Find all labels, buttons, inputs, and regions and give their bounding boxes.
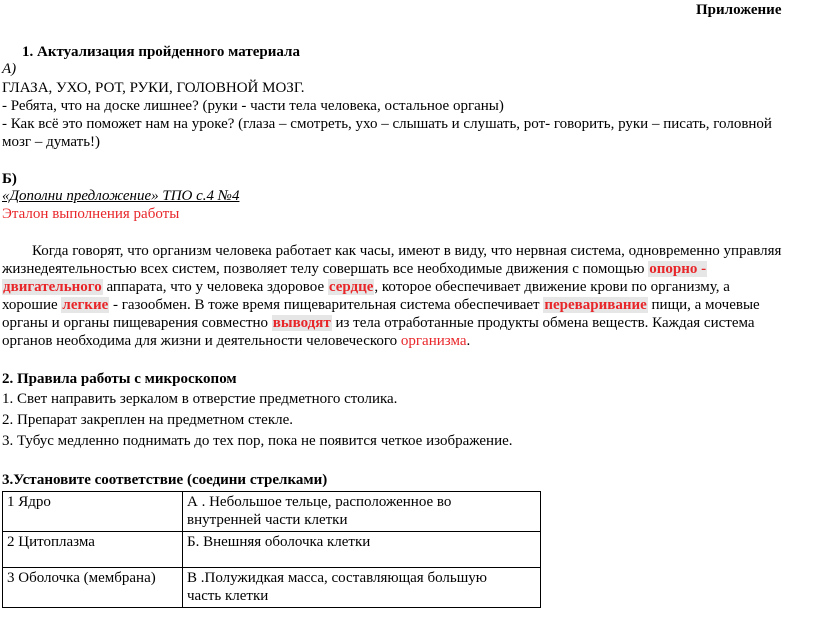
section1-title: 1. Актуализация пройденного материала <box>22 44 300 60</box>
table-cell-left: 1 Ядро <box>3 492 183 532</box>
para-text: органы и органы пищеварения совместно <box>2 315 272 331</box>
question-2-line1: - Как всё это поможет нам на уроке? (глаза – смотреть, ухо – слышать и слушать, рот- говорить, руки – писать, головной <box>2 116 772 132</box>
table-row <box>3 568 541 608</box>
para-text: из тела отработанные продукты обмена веществ. Каждая система <box>331 315 755 331</box>
question-2-line2: мозг – думать!) <box>2 134 101 150</box>
table-cell-right <box>183 568 541 608</box>
para-text: . <box>466 333 471 349</box>
words-list: ГЛАЗА, УХО, РОТ, РУКИ, ГОЛОВНОЙ МОЗГ. <box>2 80 305 96</box>
para-line-3 <box>2 278 730 297</box>
cell-line: часть клетки <box>187 588 269 604</box>
task-title: «Дополни предложение» ТПО с.4 №4 <box>2 188 240 204</box>
table-cell-right <box>183 532 541 568</box>
rule-3: 3. Тубус медленно поднимать до тех пор, пока не появится четкое изображение. <box>2 433 513 449</box>
table-cell-left: 2 Цитоплазма <box>3 532 183 568</box>
para-line-5 <box>2 314 755 333</box>
answer-vyvodyat: выводят <box>272 315 331 331</box>
answer-opорно: опорно - <box>649 261 707 277</box>
para-text: жизнедеятельностью всех систем, позволяет телу совершать все необходимые движения с помощью <box>2 261 649 277</box>
appendix-heading: Приложение <box>696 2 782 18</box>
para-text: , которое обеспечивает движение крови по организму, а <box>374 279 730 295</box>
para-line-6 <box>2 332 470 351</box>
table-row <box>3 532 541 568</box>
label-a: А) <box>2 61 17 77</box>
para-text: аппарата, что у человека здоровое <box>102 279 328 295</box>
para-line-1: Когда говорят, что организм человека работает как часы, имеют в виду, что нервная система, одновременно управляя <box>32 243 782 259</box>
rule-2: 2. Препарат закреплен на предметном стекле. <box>2 412 294 428</box>
answer-perevarivanie: переваривание <box>544 297 647 313</box>
rule-1: 1. Свет направить зеркалом в отверстие предметного столика. <box>2 391 398 407</box>
cell-line: В .Полужидкая масса, составляющая большую <box>187 570 487 586</box>
table-cell-left: 3 Оболочка (мембрана) <box>3 568 183 608</box>
answer-legkie: легкие <box>62 297 109 313</box>
para-text: пищи, а мочевые <box>647 297 760 313</box>
table-cell-right <box>183 492 541 532</box>
section3-title: 3.Установите соответствие (соедини стрелками) <box>2 472 328 488</box>
cell-line: внутренней части клетки <box>187 512 348 528</box>
para-text: хорошие <box>2 297 62 313</box>
para-text: - газообмен. В тоже время пищеварительная система обеспечивает <box>109 297 544 313</box>
answer-serdtse: сердце <box>328 279 374 295</box>
para-line-2 <box>2 260 707 279</box>
label-b: Б) <box>2 171 17 187</box>
section2-title: 2. Правила работы с микроскопом <box>2 371 237 387</box>
cell-line: А . Небольшое тельце, расположенное во <box>187 494 452 510</box>
standard-label: Эталон выполнения работы <box>2 206 180 222</box>
table-row <box>3 492 541 532</box>
question-1: - Ребята, что на доске лишнее? (руки - части тела человека, остальное органы) <box>2 98 504 114</box>
answer-organizma: организма <box>400 333 467 349</box>
matching-table <box>2 491 541 608</box>
para-line-4 <box>2 296 760 315</box>
answer-dvigatelnogo: двигательного <box>3 279 102 295</box>
cell-line: Б. Внешняя оболочка клетки <box>187 534 371 550</box>
para-text: органов необходима для жизни и деятельности человеческого <box>2 333 401 349</box>
